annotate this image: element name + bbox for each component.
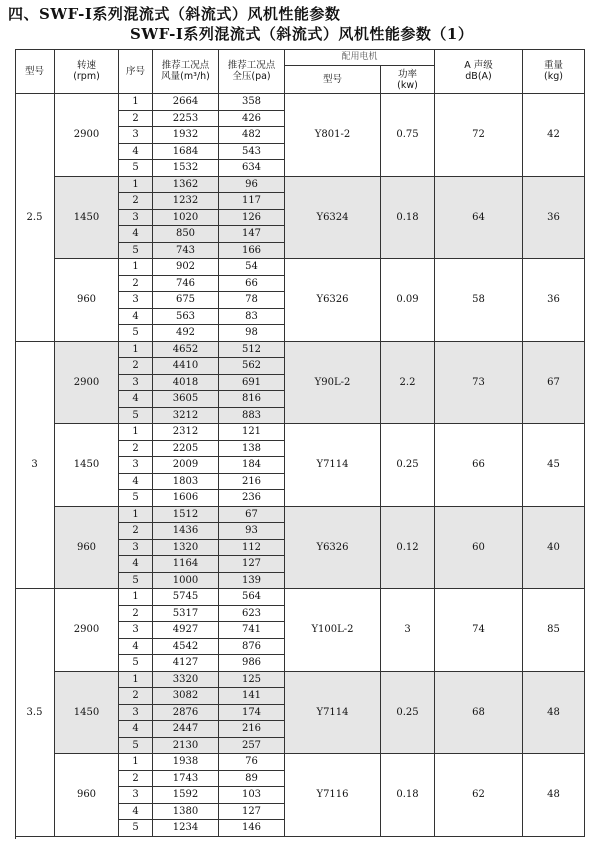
weight-cell: 67 — [523, 342, 585, 425]
pressure-cell: 691 — [219, 375, 285, 392]
sound-level-cell: 74 — [435, 589, 523, 672]
airflow-cell: 1803 — [153, 474, 219, 491]
pressure-cell: 54 — [219, 259, 285, 276]
speed-cell: 1450 — [55, 672, 119, 755]
power-cell: 0.18 — [381, 754, 435, 837]
header-airflow-line-2: 风量(m³/h) — [161, 71, 210, 82]
weight-cell: 36 — [523, 177, 585, 260]
weight-cell: 36 — [523, 259, 585, 342]
seq-cell: 4 — [119, 639, 153, 656]
header-motor-model-line-1: 型号 — [322, 74, 342, 85]
motor-model-cell: Y90L-2 — [285, 342, 381, 425]
seq-cell: 2 — [119, 441, 153, 458]
pressure-cell: 634 — [219, 160, 285, 177]
header-speed — [55, 49, 119, 94]
pressure-cell: 125 — [219, 672, 285, 689]
airflow-cell: 2205 — [153, 441, 219, 458]
speed-cell: 960 — [55, 754, 119, 837]
pressure-cell: 883 — [219, 408, 285, 425]
airflow-cell: 2664 — [153, 94, 219, 111]
motor-model-cell: Y6324 — [285, 177, 381, 260]
speed-cell: 960 — [55, 259, 119, 342]
header-sound-line-2: dB(A) — [465, 71, 492, 82]
speed-cell: 2900 — [55, 589, 119, 672]
seq-cell: 1 — [119, 177, 153, 194]
pressure-cell: 126 — [219, 210, 285, 227]
pressure-cell: 96 — [219, 177, 285, 194]
header-motor-line-1: 配用电机 — [341, 51, 378, 62]
pressure-cell: 876 — [219, 639, 285, 656]
airflow-cell: 1532 — [153, 160, 219, 177]
airflow-cell: 1606 — [153, 490, 219, 507]
weight-cell: 45 — [523, 424, 585, 507]
seq-cell: 3 — [119, 622, 153, 639]
pressure-cell: 482 — [219, 127, 285, 144]
sound-level-cell: 62 — [435, 754, 523, 837]
airflow-cell: 563 — [153, 309, 219, 326]
pressure-cell: 103 — [219, 787, 285, 804]
pressure-cell: 216 — [219, 721, 285, 738]
pressure-cell: 564 — [219, 589, 285, 606]
pressure-cell: 138 — [219, 441, 285, 458]
sound-level-cell: 66 — [435, 424, 523, 507]
header-motor — [285, 49, 435, 66]
pressure-cell: 174 — [219, 705, 285, 722]
sound-level-cell: 60 — [435, 507, 523, 590]
header-airflow-line-1: 推荐工况点 — [161, 60, 210, 71]
seq-cell: 4 — [119, 144, 153, 161]
header-sound-line-1: A 声级 — [464, 60, 493, 71]
pressure-cell: 741 — [219, 622, 285, 639]
header-motor-model — [285, 66, 381, 94]
airflow-cell: 1512 — [153, 507, 219, 524]
airflow-cell: 2876 — [153, 705, 219, 722]
seq-cell: 2 — [119, 358, 153, 375]
seq-cell: 1 — [119, 672, 153, 689]
pressure-cell: 66 — [219, 276, 285, 293]
sound-level-cell: 68 — [435, 672, 523, 755]
seq-cell: 5 — [119, 490, 153, 507]
seq-cell: 3 — [119, 457, 153, 474]
motor-model-cell: Y801-2 — [285, 94, 381, 177]
seq-cell: 4 — [119, 474, 153, 491]
motor-model-cell: Y6326 — [285, 259, 381, 342]
header-model-no-line-1: 型号 — [24, 65, 44, 77]
pressure-cell: 78 — [219, 292, 285, 309]
pressure-cell: 89 — [219, 771, 285, 788]
motor-model-cell: Y7116 — [285, 754, 381, 837]
seq-cell: 3 — [119, 705, 153, 722]
seq-cell: 5 — [119, 325, 153, 342]
pressure-cell: 166 — [219, 243, 285, 260]
seq-cell: 2 — [119, 276, 153, 293]
motor-model-cell: Y100L-2 — [285, 589, 381, 672]
header-power — [381, 66, 435, 94]
seq-cell: 2 — [119, 111, 153, 128]
pressure-cell: 139 — [219, 573, 285, 590]
power-cell: 0.12 — [381, 507, 435, 590]
model-no-cell: 3.5 — [15, 589, 55, 837]
airflow-cell: 4410 — [153, 358, 219, 375]
seq-cell: 2 — [119, 523, 153, 540]
seq-cell: 3 — [119, 127, 153, 144]
power-cell: 0.25 — [381, 672, 435, 755]
seq-cell: 5 — [119, 160, 153, 177]
airflow-cell: 1592 — [153, 787, 219, 804]
pressure-cell: 112 — [219, 540, 285, 557]
pressure-cell: 76 — [219, 754, 285, 771]
pressure-cell: 117 — [219, 193, 285, 210]
pressure-cell: 147 — [219, 226, 285, 243]
pressure-cell: 216 — [219, 474, 285, 491]
seq-cell: 2 — [119, 771, 153, 788]
power-cell: 0.18 — [381, 177, 435, 260]
airflow-cell: 1232 — [153, 193, 219, 210]
pressure-cell: 141 — [219, 688, 285, 705]
pressure-cell: 146 — [219, 820, 285, 837]
weight-cell: 48 — [523, 672, 585, 755]
pressure-cell: 127 — [219, 804, 285, 821]
power-cell: 0.75 — [381, 94, 435, 177]
seq-cell: 4 — [119, 721, 153, 738]
airflow-cell: 4542 — [153, 639, 219, 656]
airflow-cell: 2009 — [153, 457, 219, 474]
pressure-cell: 93 — [219, 523, 285, 540]
power-cell: 0.09 — [381, 259, 435, 342]
pressure-cell: 986 — [219, 655, 285, 672]
header-pressure-line-2: 全压(pa) — [232, 71, 271, 82]
pressure-cell: 83 — [219, 309, 285, 326]
header-pressure-line-1: 推荐工况点 — [227, 60, 276, 71]
seq-cell: 5 — [119, 243, 153, 260]
seq-cell: 1 — [119, 507, 153, 524]
header-weight — [523, 49, 585, 94]
header-speed-line-2: (rpm) — [73, 71, 100, 82]
model-no-cell: 3 — [15, 342, 55, 590]
seq-cell: 5 — [119, 738, 153, 755]
speed-cell: 2900 — [55, 342, 119, 425]
airflow-cell: 5745 — [153, 589, 219, 606]
pressure-cell: 127 — [219, 556, 285, 573]
airflow-cell: 4127 — [153, 655, 219, 672]
airflow-cell: 675 — [153, 292, 219, 309]
power-cell: 2.2 — [381, 342, 435, 425]
pressure-cell: 121 — [219, 424, 285, 441]
airflow-cell: 1932 — [153, 127, 219, 144]
header-speed-line-1: 转速 — [76, 60, 96, 71]
airflow-cell: 1320 — [153, 540, 219, 557]
header-weight-line-1: 重量 — [543, 60, 563, 71]
speed-cell: 1450 — [55, 424, 119, 507]
sound-level-cell: 58 — [435, 259, 523, 342]
airflow-cell: 1020 — [153, 210, 219, 227]
weight-cell: 48 — [523, 754, 585, 837]
header-weight-line-2: (kg) — [544, 71, 563, 82]
weight-cell: 42 — [523, 94, 585, 177]
seq-cell: 5 — [119, 408, 153, 425]
airflow-cell: 3212 — [153, 408, 219, 425]
seq-cell: 1 — [119, 342, 153, 359]
pressure-cell: 426 — [219, 111, 285, 128]
airflow-cell: 3320 — [153, 672, 219, 689]
motor-model-cell: Y7114 — [285, 672, 381, 755]
airflow-cell: 3082 — [153, 688, 219, 705]
airflow-cell: 1362 — [153, 177, 219, 194]
seq-cell: 2 — [119, 193, 153, 210]
airflow-cell: 850 — [153, 226, 219, 243]
seq-cell: 3 — [119, 210, 153, 227]
airflow-cell: 1164 — [153, 556, 219, 573]
seq-cell: 4 — [119, 556, 153, 573]
seq-cell: 5 — [119, 820, 153, 837]
sound-level-cell: 73 — [435, 342, 523, 425]
airflow-cell: 4927 — [153, 622, 219, 639]
header-pressure — [219, 49, 285, 94]
pressure-cell: 184 — [219, 457, 285, 474]
airflow-cell: 746 — [153, 276, 219, 293]
airflow-cell: 492 — [153, 325, 219, 342]
pressure-cell: 98 — [219, 325, 285, 342]
speed-cell: 2900 — [55, 94, 119, 177]
seq-cell: 1 — [119, 94, 153, 111]
seq-cell: 1 — [119, 424, 153, 441]
sound-level-cell: 64 — [435, 177, 523, 260]
airflow-cell: 1743 — [153, 771, 219, 788]
pressure-cell: 358 — [219, 94, 285, 111]
seq-cell: 1 — [119, 259, 153, 276]
seq-cell: 1 — [119, 754, 153, 771]
header-power-line-1: 功率 — [397, 68, 417, 80]
pressure-cell: 512 — [219, 342, 285, 359]
seq-cell: 3 — [119, 375, 153, 392]
speed-cell: 1450 — [55, 177, 119, 260]
header-power-line-2: (kw) — [397, 79, 418, 91]
airflow-cell: 2447 — [153, 721, 219, 738]
seq-cell: 2 — [119, 688, 153, 705]
seq-cell: 4 — [119, 391, 153, 408]
pressure-cell: 543 — [219, 144, 285, 161]
airflow-cell: 3605 — [153, 391, 219, 408]
speed-cell: 960 — [55, 507, 119, 590]
header-seq — [119, 49, 153, 94]
pressure-cell: 67 — [219, 507, 285, 524]
pressure-cell: 623 — [219, 606, 285, 623]
header-airflow — [153, 49, 219, 94]
pressure-cell: 816 — [219, 391, 285, 408]
airflow-cell: 743 — [153, 243, 219, 260]
airflow-cell: 1234 — [153, 820, 219, 837]
airflow-cell: 2253 — [153, 111, 219, 128]
motor-model-cell: Y6326 — [285, 507, 381, 590]
airflow-cell: 1380 — [153, 804, 219, 821]
header-sound — [435, 49, 523, 94]
airflow-cell: 1436 — [153, 523, 219, 540]
motor-model-cell: Y7114 — [285, 424, 381, 507]
airflow-cell: 5317 — [153, 606, 219, 623]
power-cell: 3 — [381, 589, 435, 672]
weight-cell: 40 — [523, 507, 585, 590]
header-model-no — [15, 49, 55, 94]
performance-table — [15, 49, 585, 839]
airflow-cell: 1000 — [153, 573, 219, 590]
model-no-cell: 2.5 — [15, 94, 55, 342]
seq-cell: 1 — [119, 589, 153, 606]
airflow-cell: 2130 — [153, 738, 219, 755]
airflow-cell: 1684 — [153, 144, 219, 161]
seq-cell: 3 — [119, 292, 153, 309]
pressure-cell: 257 — [219, 738, 285, 755]
page-heading: 四、SWF-Ⅰ系列混流式（斜流式）风机性能参数 — [8, 5, 341, 23]
seq-cell: 2 — [119, 606, 153, 623]
airflow-cell: 902 — [153, 259, 219, 276]
airflow-cell: 4652 — [153, 342, 219, 359]
seq-cell: 3 — [119, 787, 153, 804]
seq-cell: 4 — [119, 804, 153, 821]
airflow-cell: 2312 — [153, 424, 219, 441]
seq-cell: 5 — [119, 573, 153, 590]
airflow-cell: 4018 — [153, 375, 219, 392]
pressure-cell: 562 — [219, 358, 285, 375]
seq-cell: 4 — [119, 226, 153, 243]
airflow-cell: 1938 — [153, 754, 219, 771]
header-seq-line-1: 序号 — [125, 65, 145, 77]
seq-cell: 4 — [119, 309, 153, 326]
seq-cell: 3 — [119, 540, 153, 557]
pressure-cell: 236 — [219, 490, 285, 507]
power-cell: 0.25 — [381, 424, 435, 507]
table-title: SWF-Ⅰ系列混流式（斜流式）风机性能参数（1） — [130, 25, 474, 43]
sound-level-cell: 72 — [435, 94, 523, 177]
seq-cell: 5 — [119, 655, 153, 672]
weight-cell: 85 — [523, 589, 585, 672]
